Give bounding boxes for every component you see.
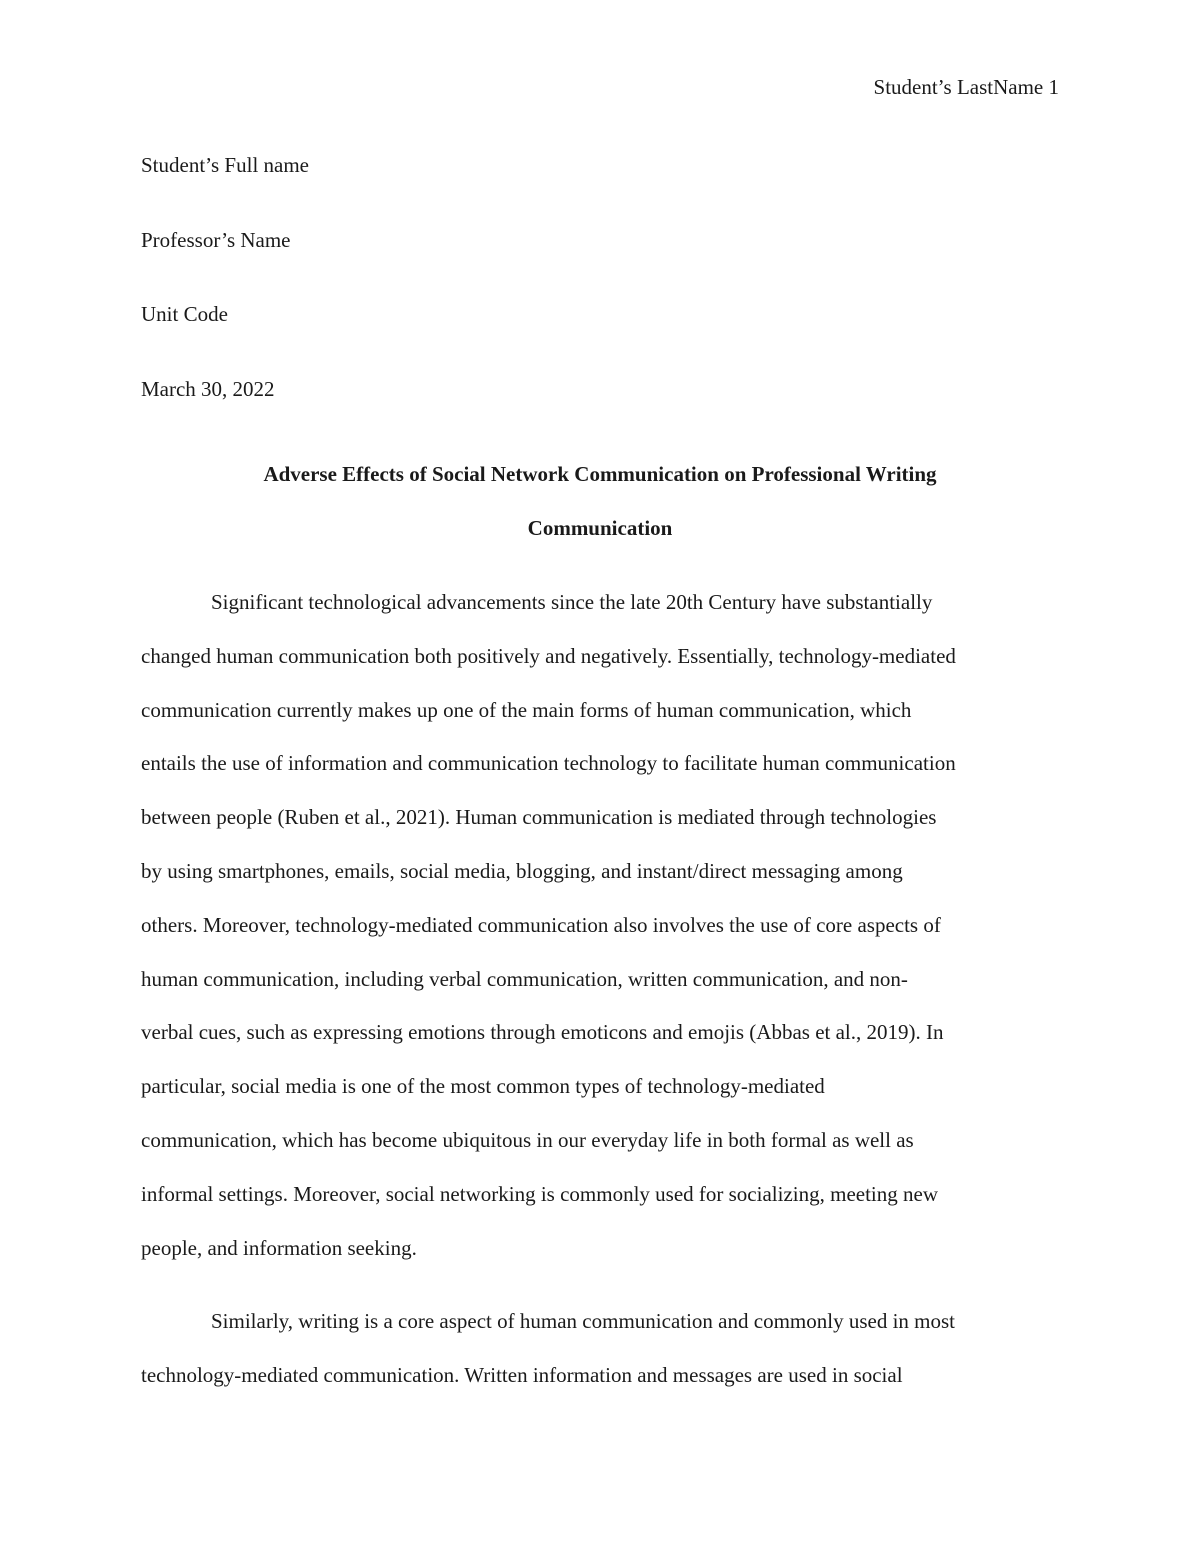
body-text <box>141 576 1059 1403</box>
title-line: Adverse Effects of Social Network Communication on Professional Writing <box>263 462 937 486</box>
paragraph-line: others. Moreover, technology-mediated communication also involves the use of core aspects of <box>141 912 941 937</box>
paragraph-line: particular, social media is one of the most common types of technology-mediated <box>141 1074 825 1099</box>
paragraph-line: communication, which has become ubiquitous in our everyday life in both formal as well as <box>141 1127 914 1152</box>
paragraph-line: between people (Ruben et al., 2021). Human communication is mediated through technologies <box>141 805 937 830</box>
running-head: Student’s LastName 1 <box>873 75 1059 99</box>
professor-name: Professor’s Name <box>141 227 291 252</box>
paragraph <box>141 1295 1059 1403</box>
paragraph-line: informal settings. Moreover, social networking is commonly used for socializing, meeting new <box>141 1181 938 1206</box>
paragraph-spacing <box>141 1275 1059 1295</box>
paragraph <box>141 576 1059 1275</box>
paragraph-line: Similarly, writing is a core aspect of human communication and commonly used in most <box>211 1309 955 1334</box>
paragraph-line: human communication, including verbal communication, written communication, and non- <box>141 966 908 991</box>
paper-title <box>141 448 1059 555</box>
paragraph-line: by using smartphones, emails, social media, blogging, and instant/direct messaging among <box>141 858 903 883</box>
student-name: Student’s Full name <box>141 153 309 177</box>
paragraph-line: technology-mediated communication. Written information and messages are used in social <box>141 1363 903 1388</box>
paragraph-line: changed human communication both positively and negatively. Essentially, technology-mediated <box>141 643 956 668</box>
title-line: Communication <box>527 515 673 540</box>
paragraph-line: verbal cues, such as expressing emotions through emoticons and emojis (Abbas et al., 2019). In <box>141 1020 944 1045</box>
date: March 30, 2022 <box>141 376 275 401</box>
paragraph-line: Significant technological advancements since the late 20th Century have substantially <box>211 590 933 614</box>
paragraph-line: people, and information seeking. <box>141 1235 417 1260</box>
heading-block <box>141 152 1059 450</box>
unit-code: Unit Code <box>141 302 228 326</box>
paragraph-line: entails the use of information and communication technology to facilitate human communication <box>141 751 956 776</box>
paragraph-line: communication currently makes up one of the main forms of human communication, which <box>141 697 912 722</box>
